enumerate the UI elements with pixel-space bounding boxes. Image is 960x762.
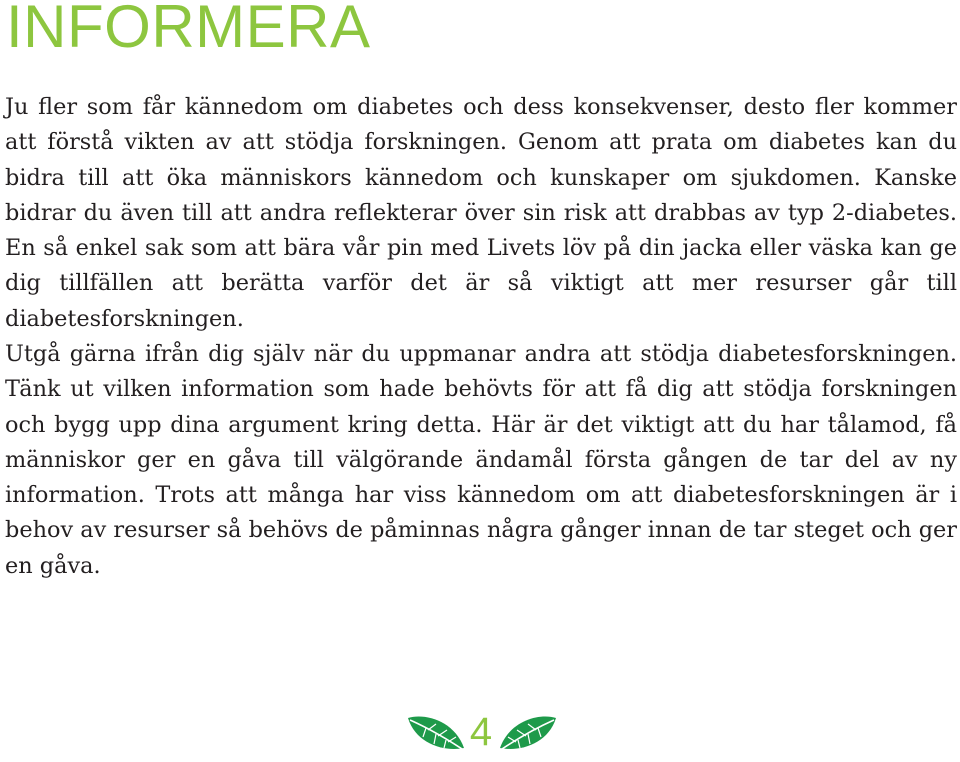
leaf-icon (494, 714, 558, 754)
page-footer (0, 706, 960, 762)
page-title: INFORMERA (6, 0, 371, 60)
body-paragraph-2: Utgå gärna ifrån dig själv när du uppmanar andra att stödja diabetesforskningen. Tänk ut vilken information som hade behövts för att få dig att stödja forskningen och bygg upp dina argument kring detta. Här är det viktigt att du har tålamod, få människor ger en gåva till välgörande ändamål första gången de tar del av ny information. Trots att många har viss kännedom om att diabetesforskningen är i behov av resurser så behövs de påminnas några gånger innan de tar steget och ger en gåva. (5, 341, 957, 579)
page-number: 4 (469, 710, 493, 754)
body-paragraph-1: Ju fler som får kännedom om diabetes och dess konsekvenser, desto fler kommer att förstå vikten av att stödja forskningen. Genom att prata om diabetes kan du bidra till att öka människors kännedom och kunskaper om sjukdomen. Kanske bidrar du även till att andra reflekterar över sin risk att drabbas av typ 2-diabetes. En så enkel sak som att bära vår pin med Livets löv på din jacka eller väska kan ge dig tillfällen att berätta varför det är så viktigt att mer resurser går till diabetesforskningen. (5, 94, 957, 332)
